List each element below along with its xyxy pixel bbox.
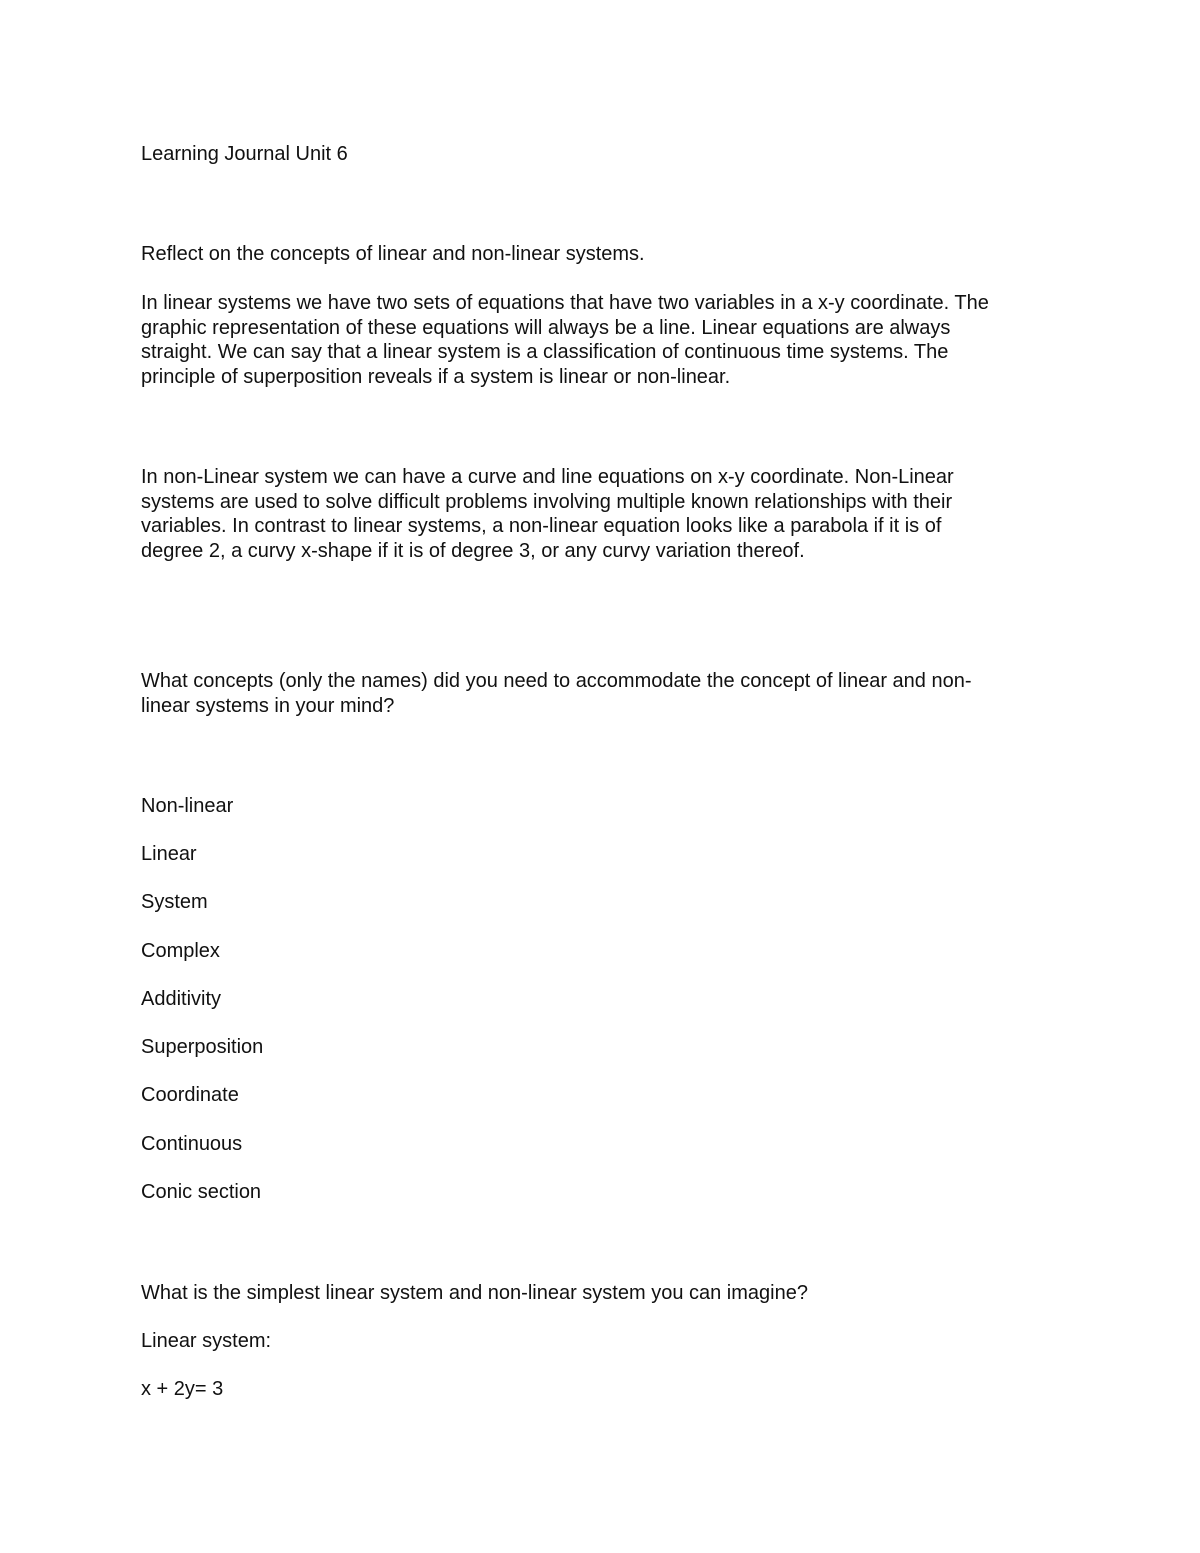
linear-system-label: Linear system: xyxy=(141,1330,272,1352)
nonlinear-systems-paragraph: In non-Linear system we can have a curve and line equations on x-y coordinate. Non-Linear systems are used to solve difficult problems involving multiple known relationships with their variables. In contrast to linear systems, a non-linear equation looks like a parabola if it is of degree 2, a curvy x-shape if it is of degree 3, or any curvy variation thereof. xyxy=(141,466,954,562)
concept-item: Non-linear xyxy=(141,795,234,817)
concept-item: Coordinate xyxy=(141,1084,239,1106)
linear-system-equation: x + 2y= 3 xyxy=(141,1378,224,1400)
concept-item: Complex xyxy=(141,940,220,962)
concept-item: Superposition xyxy=(141,1036,264,1058)
document-title: Learning Journal Unit 6 xyxy=(141,143,348,165)
concept-item: Continuous xyxy=(141,1133,243,1155)
reflect-prompt: Reflect on the concepts of linear and non-linear systems. xyxy=(141,243,645,265)
simplest-system-question: What is the simplest linear system and non-linear system you can imagine? xyxy=(141,1282,808,1304)
linear-systems-paragraph: In linear systems we have two sets of equations that have two variables in a x-y coordinate. The graphic representation of these equations will always be a line. Linear equations are always straight. We can say that a linear system is a classification of continuous time systems. The principle of superposition reveals if a system is linear or non-linear. xyxy=(141,292,989,388)
concept-item: Conic section xyxy=(141,1181,262,1203)
concept-item: Linear xyxy=(141,843,197,865)
concepts-question: What concepts (only the names) did you need to accommodate the concept of linear and non- linear systems in your mind? xyxy=(141,670,972,717)
concept-item: Additivity xyxy=(141,988,222,1010)
concept-item: System xyxy=(141,891,208,913)
